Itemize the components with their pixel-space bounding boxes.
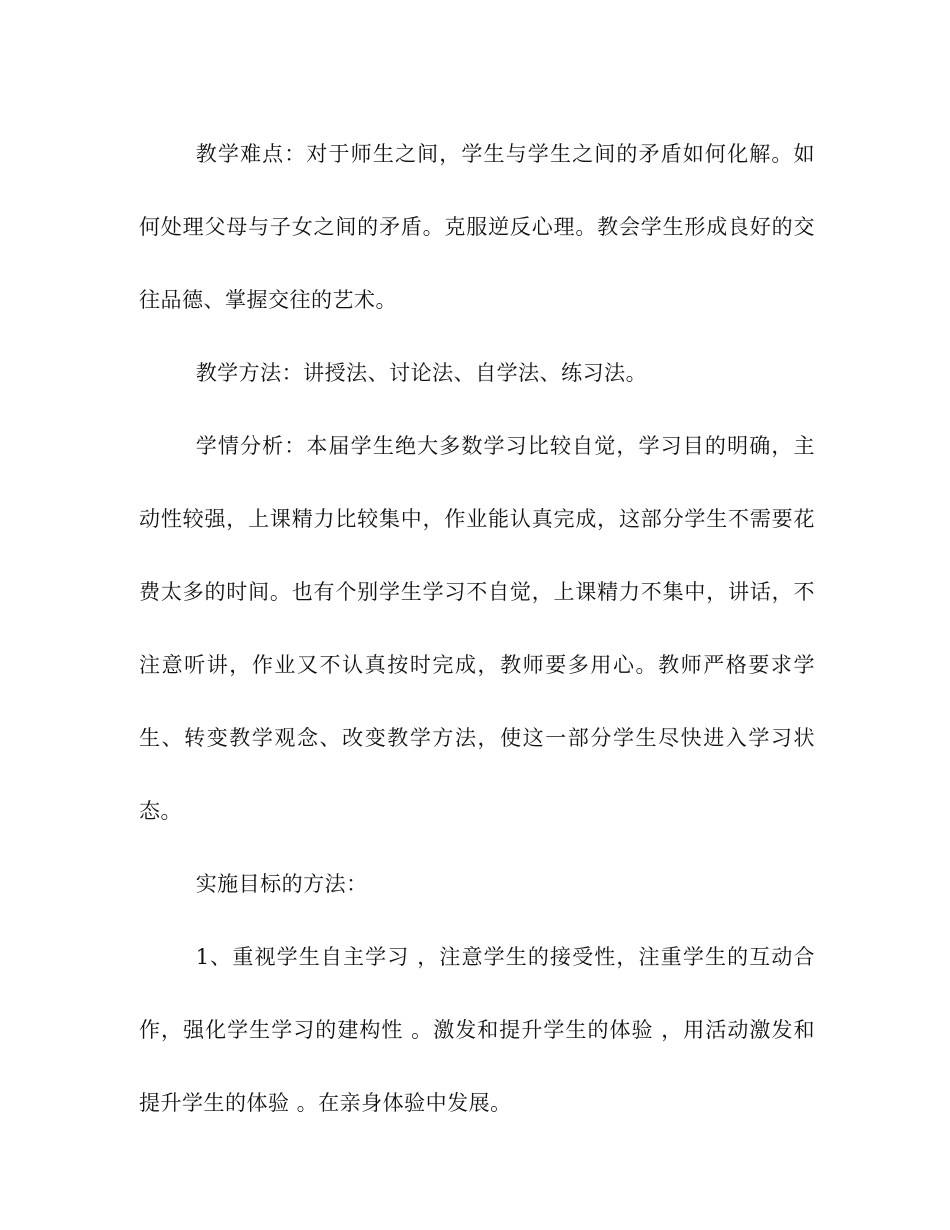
paragraph-teaching-methods: 教学方法：讲授法、讨论法、自学法、练习法。 [195,361,648,385]
paragraph-method-one: 1、重视学生自主学习 ，注意学生的接受性，注重学生的互动合作，强化学生学习的建构性 。激发和提升学生的体验 ，用活动激发和提升学生的体验 。在亲身体验中发展。 [139,945,815,1115]
paragraph-student-analysis: 学情分析：本届学生绝大多数学习比较自觉，学习目的明确，主动性较强，上课精力比较集中，作业能认真完成，这部分学生不需要花费太多的时间。也有个别学生学习不自觉，上课精力不集中，讲话，不注意听讲，作业又不认真按时完成，教师要多用心。教师严格要求学生、转变教学观念、改变教学方法，使这一部分学生尽快进入学习状态。 [139,434,815,823]
document-body [139,118,815,1140]
paragraph-implementation-heading: 实施目标的方法： [195,872,368,896]
paragraph-teaching-difficulties: 教学难点：对于师生之间，学生与学生之间的矛盾如何化解。如何处理父母与子女之间的矛盾。克服逆反心理。教会学生形成良好的交往品德、掌握交往的艺术。 [139,142,815,312]
